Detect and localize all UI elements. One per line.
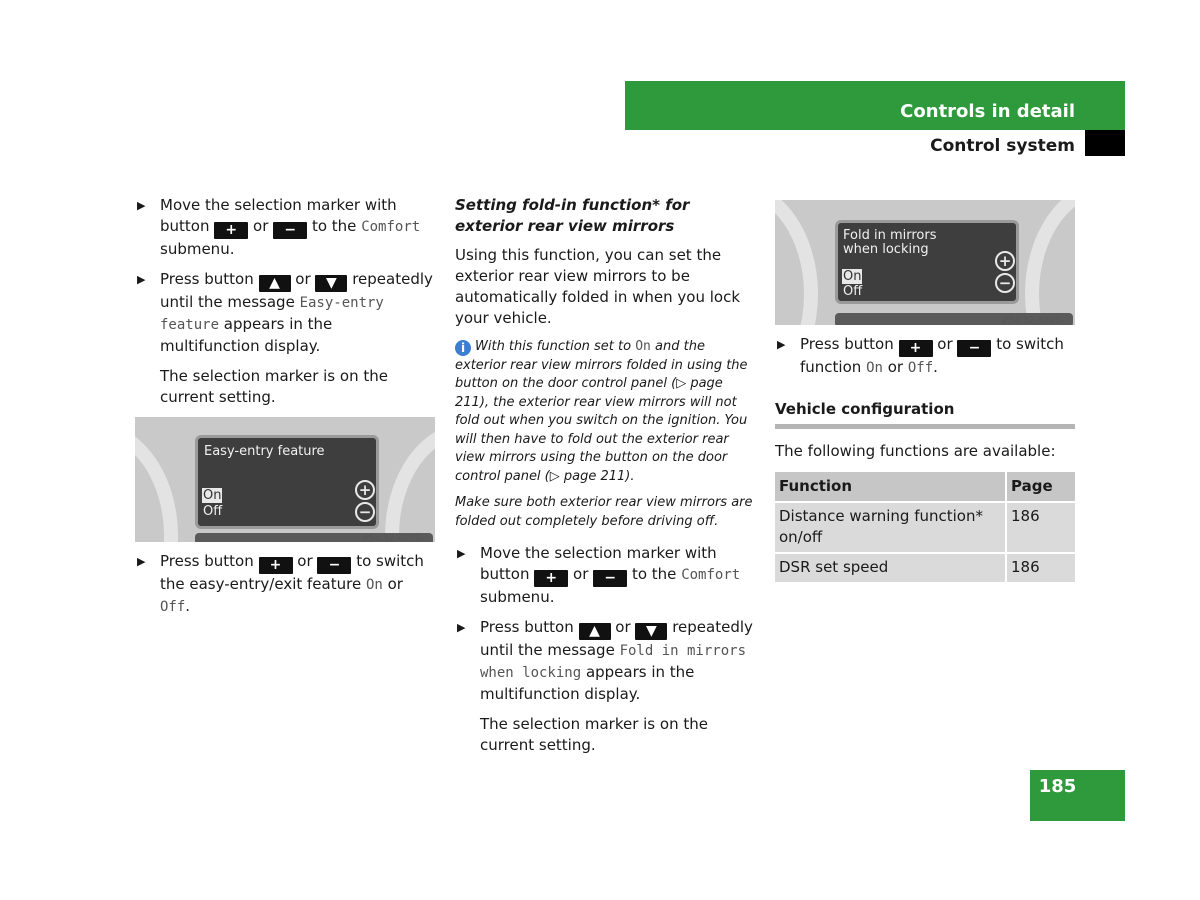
vehicle-configuration-heading: Vehicle configuration <box>775 399 1075 429</box>
step-switch-easy-entry: ▶ Press button + or − to switch the easy-entry/exit feature On or Off. <box>137 552 424 615</box>
fold-in-heading: Setting fold-in function* for exterior rear view mirrors <box>455 196 690 235</box>
minus-button-icon: − <box>273 222 307 239</box>
fold-in-intro: Using this function, you can set the exterior rear view mirrors to be automatically folded in when you lock your vehicle. <box>455 246 741 327</box>
down-button-icon: ▼ <box>315 275 347 292</box>
selection-note: The selection marker is on the current setting. <box>480 715 708 754</box>
table-header-row <box>775 472 1075 503</box>
vehicle-configuration-intro: The following functions are available: <box>775 442 1056 460</box>
info-icon: i <box>455 340 471 356</box>
figure-code: P54.32-4089- <box>363 534 424 542</box>
column-header-page: Page <box>1005 472 1075 503</box>
function-table <box>775 472 1075 584</box>
table-cell-function: Distance warning function* on/off <box>775 503 1005 554</box>
subsection-title: Control system <box>930 136 1075 156</box>
minus-circle-icon: − <box>995 273 1015 293</box>
multifunction-display: Fold in mirrors when locking On Off + − <box>835 220 1019 304</box>
multifunction-display: Easy-entry feature On Off + − <box>195 435 379 529</box>
bullet-arrow-icon: ▶ <box>777 338 786 351</box>
header-marker <box>1085 130 1125 156</box>
column-3 <box>775 200 1075 584</box>
table-cell-page: 186 <box>1005 503 1075 554</box>
minus-circle-icon: − <box>355 502 375 522</box>
minus-button-icon: − <box>957 340 991 357</box>
step-press-button: ▶ Press button ▲ or ▼ repeatedly until the message Fold in mirrors when locking appears in the multifunction display. <box>457 618 753 703</box>
info-note: i With this function set to On and the exterior rear view mirrors folded in using the button on the door control panel (▷ page 211), the exterior rear view mirrors will not fold out when you switch on the ignition. You will then have to fold out the exterior rear view mirrors using the button on the door control panel (▷ page 211). <box>455 339 748 484</box>
bullet-arrow-icon: ▶ <box>137 555 146 568</box>
bullet-arrow-icon: ▶ <box>457 621 466 634</box>
minus-button-icon: − <box>593 570 627 587</box>
down-button-icon: ▼ <box>635 623 667 640</box>
plus-button-icon: + <box>259 557 293 574</box>
up-button-icon: ▲ <box>579 623 611 640</box>
display-figure-easy-entry <box>135 417 435 542</box>
section-title: Controls in detail <box>900 101 1075 122</box>
plus-button-icon: + <box>534 570 568 587</box>
plus-button-icon: + <box>214 222 248 239</box>
plus-circle-icon: + <box>355 480 375 500</box>
plus-circle-icon: + <box>995 251 1015 271</box>
step-move-marker: ▶ Move the selection marker with button + or − to the Comfort submenu. <box>457 544 741 606</box>
column-header-function: Function <box>775 472 1005 503</box>
minus-button-icon: − <box>317 557 351 574</box>
bullet-arrow-icon: ▶ <box>137 199 146 212</box>
column-2 <box>455 195 755 765</box>
step-move-marker: ▶ Move the selection marker with button + or − to the Comfort submenu. <box>137 196 421 258</box>
caution-note: Make sure both exterior rear view mirrors are folded out completely before driving off. <box>455 495 753 529</box>
step-switch-fold-mirrors: ▶ Press button + or − to switch function On or Off. <box>777 335 1064 376</box>
table-cell-function: DSR set speed <box>775 554 1005 584</box>
display-figure-fold-mirrors <box>775 200 1075 325</box>
up-button-icon: ▲ <box>259 275 291 292</box>
table-cell-page: 186 <box>1005 554 1075 584</box>
table-row <box>775 554 1075 584</box>
step-press-button: ▶ Press button ▲ or ▼ repeatedly until the message Easy-entry feature appears in the multifunction display. <box>137 270 433 355</box>
column-1 <box>135 195 435 627</box>
plus-button-icon: + <box>899 340 933 357</box>
bullet-arrow-icon: ▶ <box>137 273 146 286</box>
table-row <box>775 503 1075 554</box>
selection-note: The selection marker is on the current setting. <box>160 367 388 406</box>
page-number: 185 <box>1038 776 1077 797</box>
figure-code: P54.32-4090- <box>1003 316 1064 325</box>
bullet-arrow-icon: ▶ <box>457 547 466 560</box>
